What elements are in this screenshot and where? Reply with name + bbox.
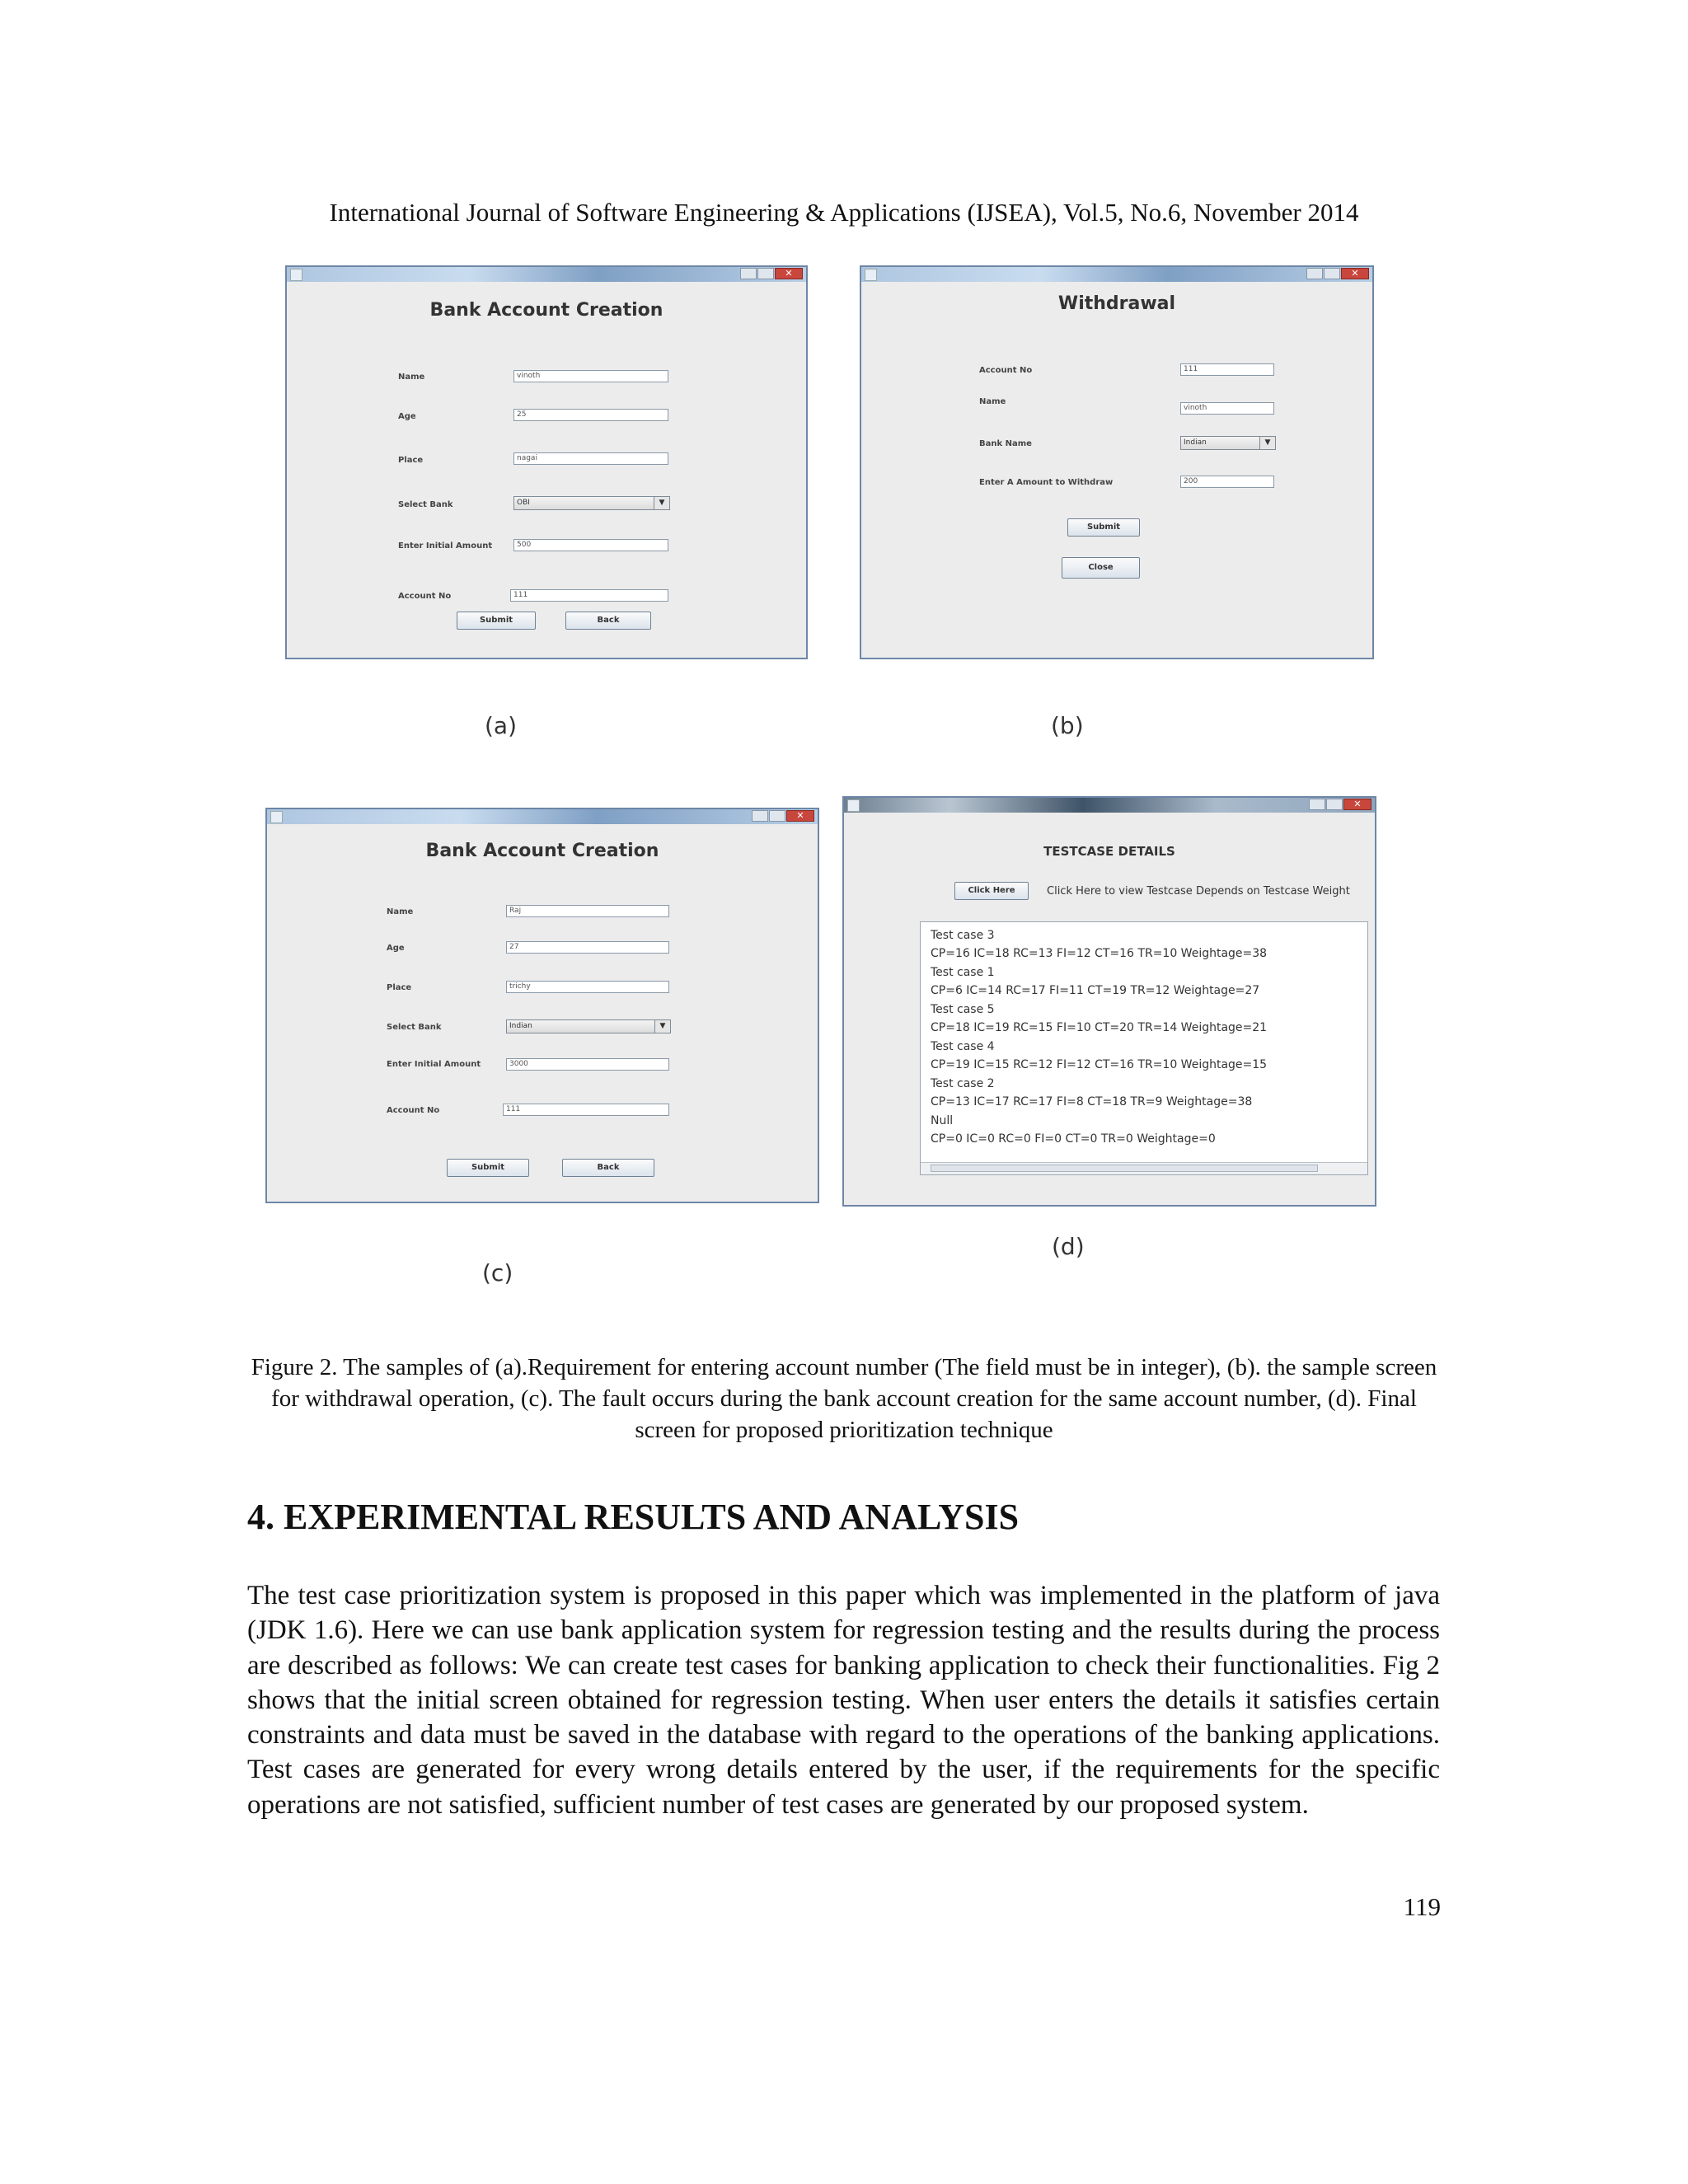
name-label: Name — [979, 397, 1006, 406]
close-icon: ✕ — [1343, 799, 1372, 810]
result-line: Test case 3 — [931, 929, 995, 942]
page-number: 119 — [1403, 1892, 1441, 1921]
close-icon: ✕ — [775, 268, 803, 279]
maximize-icon — [769, 810, 785, 822]
result-line: Test case 2 — [931, 1077, 995, 1090]
minimize-icon — [1309, 799, 1325, 810]
minimize-icon — [1306, 268, 1323, 279]
place-field: nagai — [513, 452, 668, 465]
window-titlebar — [267, 809, 818, 824]
close-icon: ✕ — [1341, 268, 1369, 279]
result-line: Test case 1 — [931, 966, 995, 979]
result-line: CP=13 IC=17 RC=17 FI=8 CT=18 TR=9 Weightage=38 — [931, 1095, 1253, 1108]
bank-select — [1180, 436, 1276, 450]
click-here-button: Click Here — [954, 882, 1029, 900]
name-field: vinoth — [513, 370, 668, 382]
age-label: Age — [398, 412, 416, 421]
panel-a-label: (a) — [485, 712, 518, 739]
chevron-down-icon: ▼ — [654, 497, 669, 509]
bank-select — [513, 496, 670, 510]
figure-panel-d — [842, 796, 1376, 1207]
panel-c-label: (c) — [482, 1259, 513, 1286]
app-icon — [290, 269, 302, 281]
maximize-icon — [757, 268, 774, 279]
submit-button: Submit — [447, 1159, 529, 1177]
result-line: Test case 4 — [931, 1040, 995, 1053]
age-field: 25 — [513, 409, 668, 421]
amount-field: 3000 — [506, 1058, 669, 1071]
bank-select-value: Indian — [1184, 438, 1207, 447]
body-paragraph: The test case prioritization system is proposed in this paper which was implemented in the platform of java (JDK 1.6). Here we can use bank application system for regression testing and the results during the process are described as follows: We can create test cases for banking application to check their functionalities. Fig 2 shows that the initial screen obtained for regression testing. When user enters the details it satisfies certain constraints and data must be saved in the database with regard to the operations of the banking applications. Test cases are generated for every wrong details entered by the user, if the requirements for the specific operations are not satisfied, sufficient number of test cases are generated by our proposed system. — [247, 1581, 1440, 1820]
withdraw-field: 200 — [1180, 476, 1274, 488]
figure-panel-b — [860, 265, 1374, 659]
name-label: Name — [387, 907, 414, 916]
journal-header: International Journal of Software Engineering & Applications (IJSEA), Vol.5, No.6, November 2014 — [329, 198, 1359, 227]
result-line: CP=16 IC=18 RC=13 FI=12 CT=16 TR=10 Weightage=38 — [931, 947, 1268, 960]
place-label: Place — [398, 456, 424, 465]
minimize-icon — [740, 268, 757, 279]
result-line: CP=0 IC=0 RC=0 FI=0 CT=0 TR=0 Weightage=0 — [931, 1132, 1216, 1146]
horizontal-scrollbar — [921, 1162, 1367, 1174]
result-line: CP=6 IC=14 RC=17 FI=11 CT=19 TR=12 Weightage=27 — [931, 984, 1260, 997]
window-title: Bank Account Creation — [425, 841, 659, 861]
close-icon: ✕ — [786, 810, 814, 822]
amount-label: Enter Initial Amount — [398, 541, 493, 551]
result-line: Test case 5 — [931, 1003, 995, 1016]
name-field: Raj — [506, 905, 669, 917]
app-icon — [270, 811, 283, 823]
name-field: vinoth — [1180, 402, 1274, 415]
maximize-icon — [1324, 268, 1340, 279]
app-icon — [865, 269, 877, 281]
window-titlebar — [861, 267, 1372, 282]
maximize-icon — [1326, 799, 1343, 810]
window-titlebar — [287, 267, 806, 282]
account-field: 111 — [1180, 363, 1274, 376]
account-label: Account No — [387, 1106, 440, 1115]
account-label: Account No — [398, 592, 452, 601]
bank-select — [506, 1019, 671, 1033]
results-textarea — [920, 921, 1368, 1175]
minimize-icon — [752, 810, 768, 822]
chevron-down-icon: ▼ — [654, 1020, 670, 1033]
window-title: Withdrawal — [1057, 293, 1176, 314]
amount-label: Enter Initial Amount — [387, 1060, 481, 1069]
figure-panel-c — [265, 808, 819, 1203]
submit-button: Submit — [457, 612, 536, 630]
bank-label: Select Bank — [387, 1023, 442, 1032]
scrollbar-thumb — [931, 1165, 1318, 1172]
result-line: Null — [931, 1114, 954, 1127]
account-field: 111 — [510, 589, 668, 602]
name-label: Name — [398, 373, 425, 382]
hint-text: Click Here to view Testcase Depends on Testcase Weight — [1047, 885, 1350, 898]
close-button: Close — [1062, 557, 1140, 579]
result-line: CP=18 IC=19 RC=15 FI=10 CT=20 TR=14 Weightage=21 — [931, 1021, 1268, 1034]
section-heading: 4. EXPERIMENTAL RESULTS AND ANALYSIS — [247, 1497, 1020, 1537]
age-label: Age — [387, 944, 405, 953]
bank-select-value: OBI — [517, 499, 530, 507]
app-icon — [847, 799, 860, 812]
age-field: 27 — [506, 941, 669, 954]
account-field: 111 — [503, 1104, 669, 1116]
back-button: Back — [562, 1159, 654, 1177]
figure-caption: Figure 2. The samples of (a).Requirement for entering account number (The field must be in integer), (b). the sample screen for withdrawal operation, (c). The fault occurs during the bank account creation for the same account number, (d). Final screen for proposed prioritization technique — [251, 1354, 1437, 1443]
panel-d-label: (d) — [1052, 1233, 1085, 1260]
result-line: CP=19 IC=15 RC=12 FI=12 CT=16 TR=10 Weightage=15 — [931, 1058, 1268, 1071]
amount-field: 500 — [513, 539, 668, 551]
submit-button: Submit — [1067, 518, 1140, 537]
panel-b-label: (b) — [1051, 712, 1084, 739]
bank-label: Bank Name — [979, 439, 1032, 448]
withdraw-label: Enter A Amount to Withdraw — [979, 478, 1114, 487]
chevron-down-icon: ▼ — [1259, 437, 1275, 449]
window-title: TESTCASE DETAILS — [1043, 844, 1175, 859]
window-title: Bank Account Creation — [429, 300, 663, 321]
bank-select-value: Indian — [509, 1022, 532, 1030]
account-label: Account No — [979, 366, 1033, 375]
place-label: Place — [387, 983, 412, 992]
window-titlebar — [844, 798, 1375, 813]
bank-label: Select Bank — [398, 500, 453, 509]
figure-panel-a — [285, 265, 808, 659]
place-field: trichy — [506, 981, 669, 993]
back-button: Back — [565, 612, 651, 630]
